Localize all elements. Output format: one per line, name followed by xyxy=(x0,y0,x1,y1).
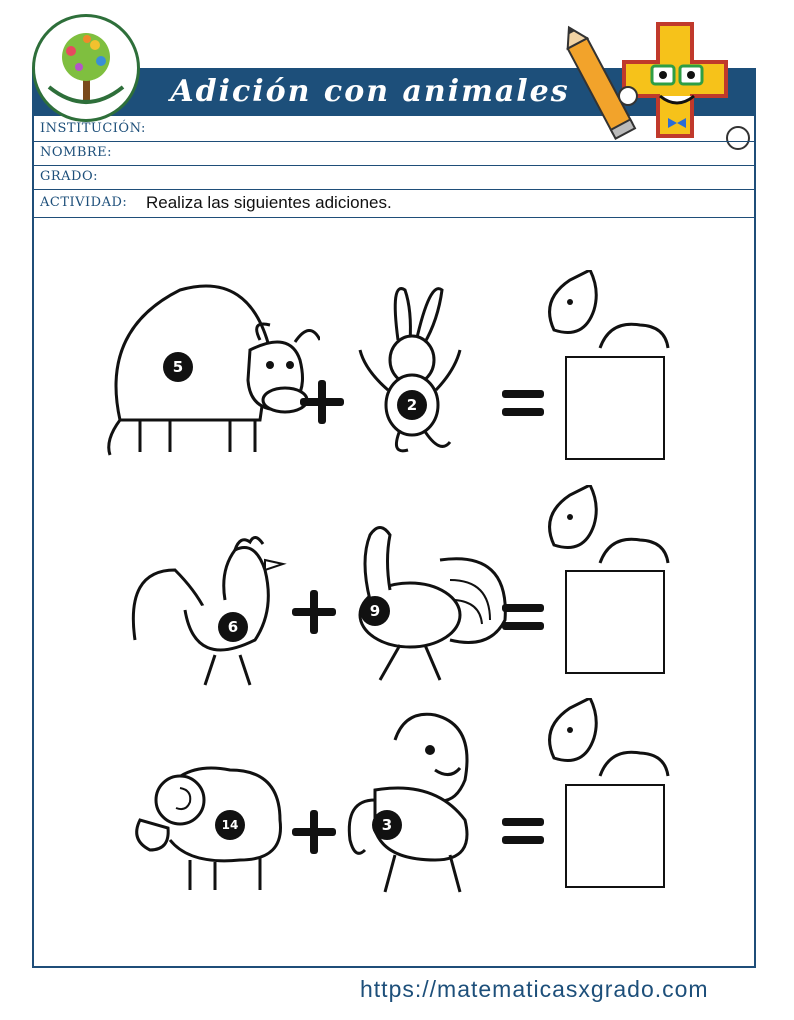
bull-illustration xyxy=(100,270,320,460)
rabbit-illustration xyxy=(350,280,470,460)
institucion-row xyxy=(34,118,754,142)
addition-exercises xyxy=(60,250,740,940)
number-badge: 5 xyxy=(163,352,193,382)
website-url[interactable]: https://matematicasxgrado.com xyxy=(360,976,709,1002)
number-badge: 2 xyxy=(397,390,427,420)
equals-sign xyxy=(502,390,544,418)
actividad-label: ACTIVIDAD: xyxy=(40,195,128,210)
rooster-illustration xyxy=(125,530,295,690)
horse-peeking-icon xyxy=(540,270,670,360)
number-badge: 3 xyxy=(372,810,402,840)
grado-label: GRADO: xyxy=(40,169,99,184)
actividad-row xyxy=(34,192,754,218)
page-title: Adición con animales xyxy=(170,74,570,109)
number-badge: 9 xyxy=(360,596,390,626)
tree-logo-icon xyxy=(32,14,140,122)
answer-box[interactable] xyxy=(565,356,665,460)
nombre-row xyxy=(34,142,754,166)
horse-illustration xyxy=(335,710,495,900)
number-badge: 14 xyxy=(215,810,245,840)
number-badge: 6 xyxy=(218,612,248,642)
horse-peeking-icon xyxy=(540,485,670,575)
nombre-label: NOMBRE: xyxy=(40,145,113,160)
plus-sign xyxy=(292,590,336,634)
equals-sign xyxy=(502,818,544,846)
institucion-label: INSTITUCIÓN: xyxy=(40,121,146,136)
answer-box[interactable] xyxy=(565,784,665,888)
actividad-text: Realiza las siguientes adiciones. xyxy=(146,193,392,212)
grado-row xyxy=(34,166,754,190)
plus-sign xyxy=(300,380,344,424)
plus-sign xyxy=(292,810,336,854)
answer-box[interactable] xyxy=(565,570,665,674)
horse-peeking-icon xyxy=(540,698,670,788)
equals-sign xyxy=(502,604,544,632)
ram-illustration xyxy=(120,750,290,900)
